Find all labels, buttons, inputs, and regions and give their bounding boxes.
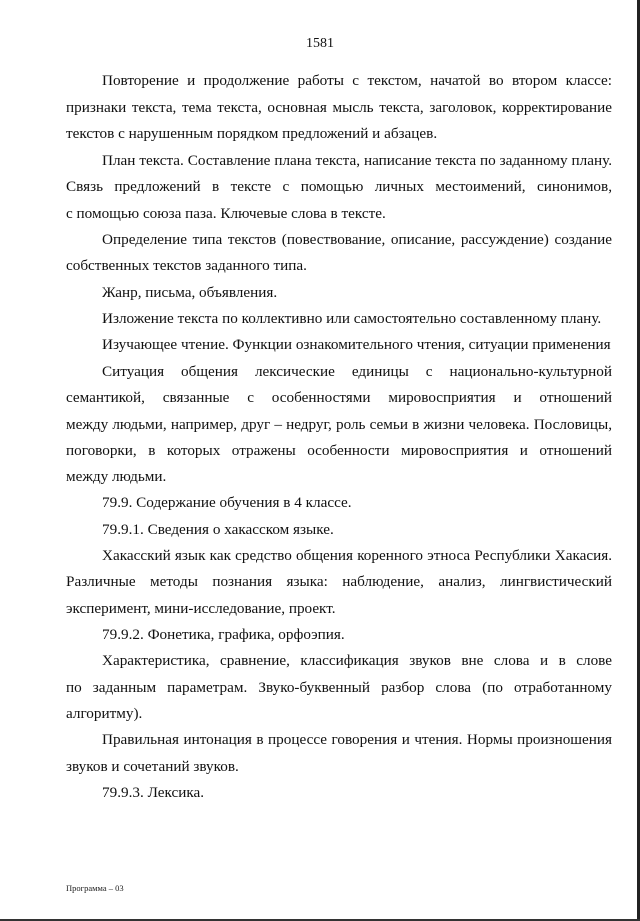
footer-label: Программа – 03 <box>66 883 124 893</box>
text-line: по заданным параметрам. Звуко-буквенный разбор слова (по отработанному <box>66 679 612 696</box>
text-line: Жанр, письма, объявления. <box>102 284 278 301</box>
text-line: Изложение текста по коллективно или самостоятельно составленному плану. <box>102 310 602 327</box>
text-line: Характеристика, сравнение, классификация звуков вне слова и в слове <box>102 652 612 669</box>
text-line: собственных текстов заданного типа. <box>66 257 307 274</box>
page-number: 1581 <box>306 36 334 51</box>
text-line: признаки текста, тема текста, основная мысль текста, заголовок, корректирование <box>66 99 612 116</box>
text-line: Определение типа текстов (повествование, описание, рассуждение) создание <box>102 231 612 248</box>
section-heading: 79.9. Содержание обучения в 4 классе. <box>102 494 352 511</box>
text-line: между людьми. <box>66 468 167 485</box>
text-line: поговорки, в которых отражены особенности мировосприятия и отношений <box>66 442 612 459</box>
text-line: текстов с нарушенным порядком предложений и абзацев. <box>66 125 438 142</box>
section-heading: 79.9.2. Фонетика, графика, орфоэпия. <box>102 626 345 643</box>
text-line: алгоритму). <box>66 705 143 722</box>
text-line: Ситуация общения лексические единицы с национально-культурной <box>102 363 612 380</box>
text-line: между людьми, например, друг – недруг, роль семьи в жизни человека. Пословицы, <box>66 416 612 433</box>
section-heading: 79.9.1. Сведения о хакасском языке. <box>102 521 334 538</box>
text-line: Связь предложений в тексте с помощью личных местоимений, синонимов, <box>66 178 612 195</box>
text-line: семантикой, связанные с особенностями мировосприятия и отношений <box>66 389 612 406</box>
text-line: Повторение и продолжение работы с текстом, начатой во втором классе: <box>102 72 612 89</box>
text-line: Различные методы познания языка: наблюдение, анализ, лингвистический <box>66 573 612 590</box>
text-line: эксперимент, мини-исследование, проект. <box>66 600 336 617</box>
text-line: с помощью союза паза. Ключевые слова в тексте. <box>66 205 386 222</box>
text-line: звуков и сочетаний звуков. <box>66 758 239 775</box>
text-line: План текста. Составление плана текста, написание текста по заданному плану. <box>102 152 612 169</box>
section-heading: 79.9.3. Лексика. <box>102 784 205 801</box>
text-line: Правильная интонация в процессе говорения и чтения. Нормы произношения <box>102 731 612 748</box>
text-line: Изучающее чтение. Функции ознакомительного чтения, ситуации применения <box>102 336 611 353</box>
text-line: Хакасский язык как средство общения коренного этноса Республики Хакасия. <box>102 547 612 564</box>
